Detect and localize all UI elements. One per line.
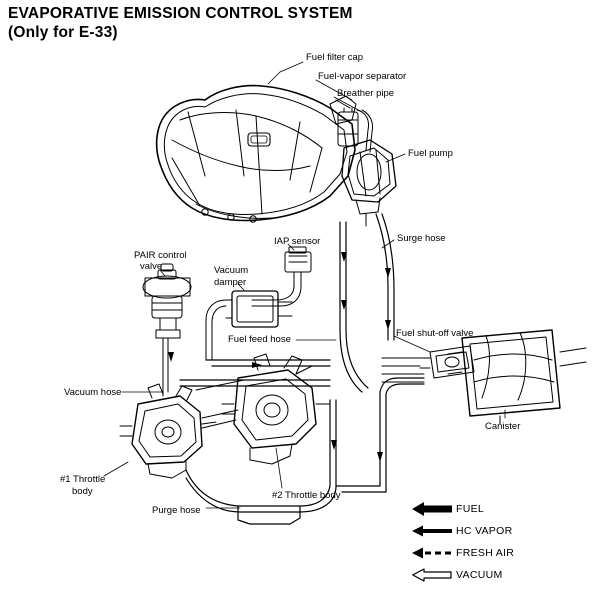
- page-title-line2: (Only for E-33): [8, 24, 118, 41]
- canister-part: [448, 330, 586, 424]
- callout-fuel-shut-off-valve: Fuel shut-off valve: [396, 328, 474, 339]
- surge-hose-line: [376, 214, 394, 340]
- callout-vacuum-hose: Vacuum hose: [64, 387, 122, 398]
- page-title-line1: EVAPORATIVE EMISSION CONTROL SYSTEM: [8, 5, 353, 22]
- callout-leaders: [104, 62, 505, 508]
- callout-throttle-body-1-line2: body: [72, 486, 93, 497]
- legend-label-fuel: FUEL: [456, 503, 485, 515]
- breather-pipe-part: [357, 110, 373, 152]
- legend-row-fresh-air: [412, 544, 592, 566]
- throttle-body-1-part: [120, 384, 216, 478]
- callout-throttle-body-2: #2 Throttle body: [272, 490, 341, 501]
- callout-breather-pipe: Breather pipe: [337, 88, 395, 99]
- legend-label-vacuum: VACUUM: [456, 569, 503, 581]
- legend: [412, 500, 592, 588]
- legend-row-hc-vapor: [412, 522, 592, 544]
- iap-sensor-part: [252, 247, 311, 306]
- callout-vacuum-damper-line2: damper: [214, 277, 247, 288]
- callout-throttle-body-1-line1: #1 Throttle: [60, 474, 106, 485]
- fresh-air-arrow-icon: [412, 546, 452, 560]
- callout-canister: Canister: [485, 421, 521, 432]
- callout-fuel-pump: Fuel pump: [408, 148, 453, 159]
- callout-pair-control-valve-line1: PAIR control: [134, 250, 187, 261]
- callout-purge-hose: Purge hose: [152, 505, 201, 516]
- callout-surge-hose: Surge hose: [397, 233, 446, 244]
- callout-fuel-filter-cap: Fuel filter cap: [306, 52, 364, 63]
- lower-return-hose: [336, 378, 424, 492]
- legend-label-hc-vapor: HC VAPOR: [456, 525, 513, 537]
- pair-control-valve-part: [143, 264, 191, 396]
- legend-label-fresh-air: FRESH AIR: [456, 547, 515, 559]
- legend-row-vacuum: [412, 566, 592, 588]
- vacuum-damper-part: [206, 291, 292, 360]
- hc-vapor-arrow-icon: [412, 524, 452, 538]
- fuel-vapor-separator-part: [338, 108, 358, 146]
- callout-iap-sensor: IAP sensor: [274, 236, 321, 247]
- callout-fuel-feed-hose: Fuel feed hose: [228, 334, 291, 345]
- vacuum-arrow-icon: [412, 568, 452, 582]
- callout-pair-control-valve-line2: valve: [140, 261, 163, 272]
- fuel-pump-part: [342, 140, 396, 226]
- callout-fuel-vapor-separator: Fuel-vapor separator: [318, 71, 407, 82]
- fuel-tank-outline: [157, 86, 355, 223]
- callout-vacuum-damper-line1: Vacuum: [214, 265, 249, 276]
- fuel-arrow-icon: [412, 502, 452, 516]
- throttle-body-2-part: [222, 354, 330, 464]
- legend-row-fuel: [412, 500, 592, 522]
